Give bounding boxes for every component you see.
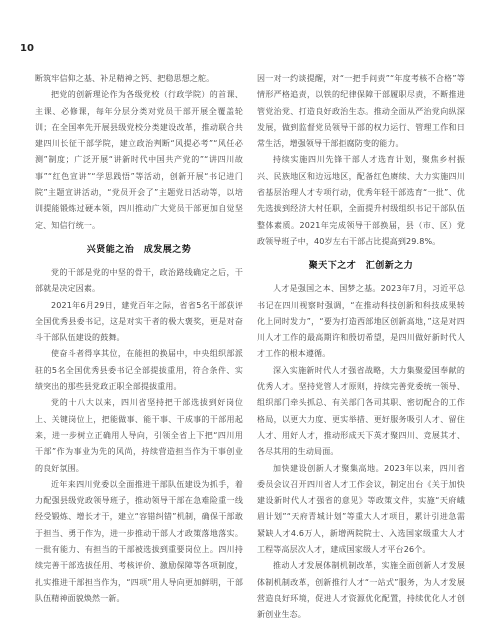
right-column [257, 71, 465, 624]
paragraph: 近年来四川党委以全面推进干部队伍建设为抓手，着力配强县级党政领导班子，推动领导干部在急难险重一线经受锻炼、增长才干，建立“容错纠错”机制，确保干部敢于担当、勇于作为，进一步推动干部人才政策落地落实。一批有能力、有担当的干部被选拔到重要岗位上。四川持续完善干部选拔任用、考核评价、激励保障等各项制度，扎实推进干部担当作为，“四项”用人导向更加鲜明，干部队伍精神面貌焕然一新。 [35, 479, 243, 603]
left-column [35, 71, 243, 607]
paragraph: 党的十八大以来，四川省坚持把干部选拔到好岗位上、关键岗位上，把能做事、能干事、干成事的干部用起来，进一步树立正确用人导向，引领全省上下把“四川用干部”作为事业为先的风尚，持续营造担当作为干事创业的良好氛围。 [35, 398, 243, 473]
paragraph: 2021年6月29日，建党百年之际，省省5名干部获评全国优秀县委书记，这是对实干者的极大褒奖，更是对奋斗干部队伍建设的鼓舞。 [35, 300, 243, 343]
paragraph: 使奋斗者得享其位，在能担的换届中，中央组织部派驻的5名全国优秀县委书记全部提拔重用，符合条件、实绩突出的那些县党政正职全部提拔重用。 [35, 349, 243, 392]
paragraph: 断筑牢信仰之基、补足精神之钙、把稳思想之舵。 [35, 74, 215, 83]
paragraph: 把党的创新理论作为各级党校（行政学院）的首课、主课、必修课，每年分层分类对党员干部开展全覆盖轮训；在全国率先开展县级党校分类建设改革，推动联合共建四川长征干部学院，建立政治判断“风提必考”“风任必测”制度；广泛开展“讲新时代中国共产党的”“讲四川故事”“红色宣讲”“学思践悟”等活动，创新开展“书记进门院”主题宣讲活动，“党员开会了”主题党日活动等，以培训提能锻炼过硬本领，四川推动广大党员干部更加自觉坚定、知信行统一。 [35, 90, 243, 230]
paragraph: 因一对一约谈提醒，对“一把手问责”“年度考核不合格”等情形严格追责，以铁的纪律保障干部履职尽责，不断推进管党治党、打造良好政治生态。推动全面从严治党向纵深发展，做到监督党员领导干部的权力运行、管理工作和日常生活，增强领导干部拒腐防变的能力。 [257, 74, 465, 149]
paragraph: 深入实施新时代人才强省战略，大力集聚爱国奉献的优秀人才。坚持党管人才原则，持续完善党委统一领导、组织部门牵头抓总、有关部门各司其职、密切配合的工作格局，以更大力度、更实举措、更好服务吸引人才、留住人才、用好人才，推动形成天下英才聚四川、竞展其才、各尽其用的生动局面。 [257, 365, 465, 457]
section-heading: 聚天下之才 汇创新之力 [308, 261, 414, 272]
paragraph: 推动人才发展体制机制改革，实施全面创新人才发展体制机制改革，创新推行人才“一站式”服务，为人才发展营造良好环境，促进人才资源优化配置，持续优化人才创新创业生态。 [257, 561, 465, 620]
paragraph: 加快建设创新人才聚集高地。2023年以来，四川省委员会议召开四川省人才工作会议，制定出台《关于加快建设新时代人才强省的意见》等政策文件，实施“天府峨眉计划”“天府青城计划”等重大人才项目，累计引进急需紧缺人才4.6万人，新增两院院士、入选国家级重大人才工程等高层次人才，建成国家级人才平台26个。 [257, 463, 465, 555]
paragraph: 党的干部是党的中坚的骨干，政治路线确定之后，干部就是决定因素。 [35, 267, 243, 294]
page-number: 10 [20, 43, 34, 54]
paragraph: 人才是强国之本、国梦之基。2023年7月，习近平总书记在四川视察时强调，“在推动科技创新和科技成果转化上同时发力”，“要为打造西部地区创新高地，”这是对四川人才工作的最高期许和殷切希望，是四川做好新时代人才工作的根本遵循。 [257, 284, 465, 359]
paragraph: 持续实施四川先锋干部人才选育计划，聚焦乡村振兴、民族地区和边远地区，配备红色赓续、大力实施四川省基层治理人才专项行动，优秀年轻干部选育“一批”、优先选拔到经济大村任职，全面提升村级组织书记干部队伍整体素质。2021年完成领导干部换届，县（市、区）党政领导班子中，40岁左右干部占比提高到29.8%。 [257, 155, 465, 246]
section-heading: 兴贤能之治 成发展之势 [86, 244, 192, 255]
